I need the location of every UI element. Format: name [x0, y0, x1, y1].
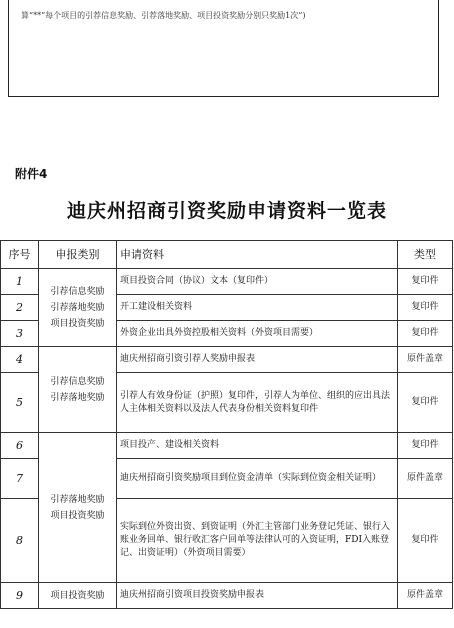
header-category: 申报类别 — [39, 241, 117, 269]
attachment-label: 附件4 — [15, 167, 48, 181]
row-number: 3 — [1, 321, 39, 347]
note-text: 算“**”每个项目的引荐信息奖励、引荐落地奖励、项目投资奖励分别只奖励1次”) — [21, 11, 306, 20]
type-cell: 复印件 — [398, 321, 453, 347]
row-number: 8 — [1, 499, 39, 583]
material-cell: 外资企业出具外资控股相关资料（外资项目需要） — [117, 321, 398, 347]
note-box — [8, 0, 439, 97]
type-cell: 原件盖章 — [398, 459, 453, 499]
material-cell: 迪庆州招商引资项目投资奖励申报表 — [117, 583, 398, 609]
type-cell: 复印件 — [398, 433, 453, 459]
category-cell: 引荐信息奖励 引荐落地奖励 — [39, 347, 117, 433]
row-number: 1 — [1, 269, 39, 295]
type-cell: 复印件 — [398, 269, 453, 295]
type-cell: 复印件 — [398, 295, 453, 321]
row-number: 6 — [1, 433, 39, 459]
material-cell: 迪庆州招商引资引荐人奖励申报表 — [117, 347, 398, 373]
row-number: 2 — [1, 295, 39, 321]
header-no: 序号 — [1, 241, 39, 269]
category-cell: 项目投资奖励 — [39, 583, 117, 609]
table-row — [1, 347, 453, 373]
page-title: 迪庆州招商引资奖励申请资料一览表 — [66, 200, 387, 222]
type-cell: 原件盖章 — [398, 347, 453, 373]
category-cell: 引荐落地奖励 项目投资奖励 — [39, 433, 117, 583]
material-cell: 项目投产、建设相关资料 — [117, 433, 398, 459]
material-cell: 项目投资合同（协议）文本（复印件） — [117, 269, 398, 295]
table-row — [1, 433, 453, 459]
row-number: 7 — [1, 459, 39, 499]
category-cell: 引荐信息奖励 引荐落地奖励 项目投资奖励 — [39, 269, 117, 347]
table-row — [1, 583, 453, 609]
material-cell: 迪庆州招商引资奖励项目到位资金清单（实际到位资金相关证明） — [117, 459, 398, 499]
header-type: 类型 — [398, 241, 453, 269]
row-number: 4 — [1, 347, 39, 373]
materials-table — [0, 240, 453, 609]
table-row — [1, 269, 453, 295]
header-material: 申请资料 — [117, 241, 398, 269]
material-cell: 开工建设相关资料 — [117, 295, 398, 321]
type-cell: 复印件 — [398, 499, 453, 583]
material-cell: 实际到位外资出资、到资证明（外汇主管部门业务登记凭证、银行入账业务回单、银行收汇客户回单等法律认可的入资证明，FDI入账登记、出资证明）（外资项目需要） — [117, 499, 398, 583]
material-cell: 引荐人有效身份证（护照）复印件，引荐人为单位、组织的应出具法人主体相关资料以及法人代表身份相关资料复印件 — [117, 373, 398, 433]
type-cell: 原件盖章 — [398, 583, 453, 609]
table-header-row — [1, 241, 453, 269]
type-cell: 复印件 — [398, 373, 453, 433]
row-number: 9 — [1, 583, 39, 609]
row-number: 5 — [1, 373, 39, 433]
